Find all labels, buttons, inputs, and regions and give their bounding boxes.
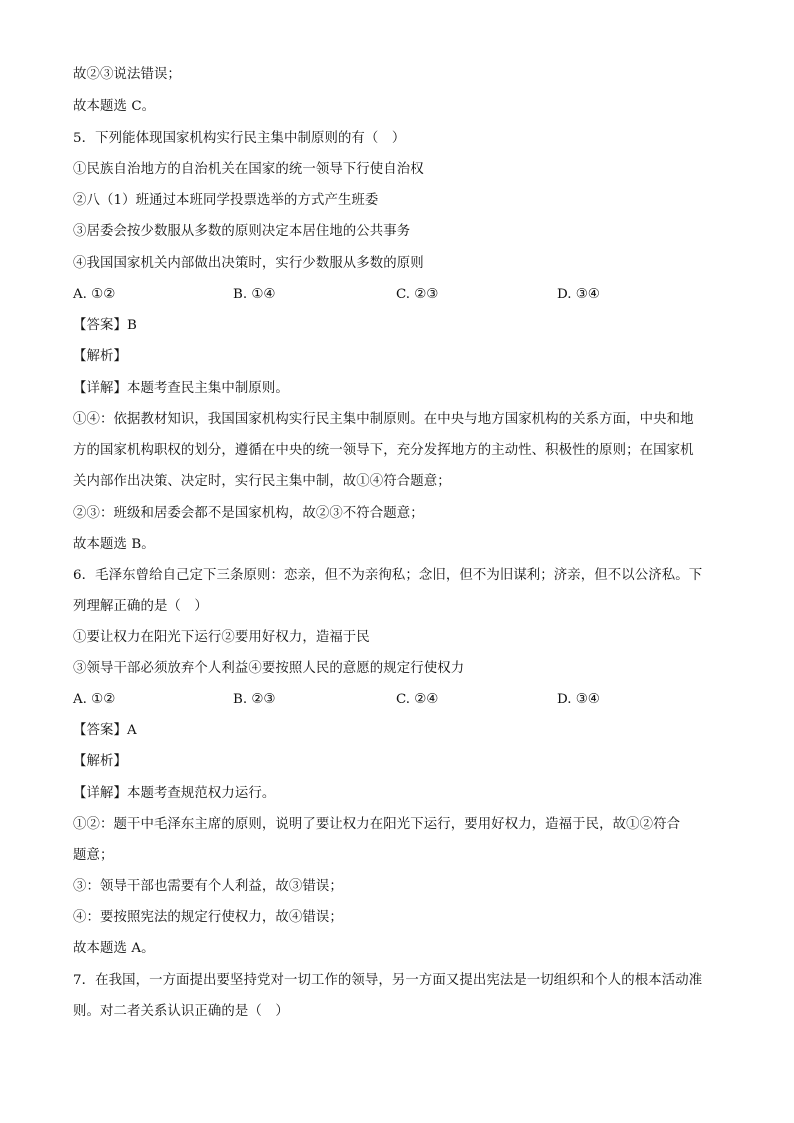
q5-detail-line: 关内部作出决策、决定时，实行民主集中制，故①④符合题意； [73,474,451,489]
q6-conclusion: 故本题选 A。 [73,941,155,956]
q6-option-c: C. ②④ [396,692,439,707]
q6-detail-line: 题意； [73,848,114,863]
question-7-stem: 7．在我国，一方面提出要坚持党对一切工作的领导，另一方面又提出宪法是一切组织和个人的根本活动准 [73,973,703,988]
q6-answer: 【答案】A [73,723,137,738]
q6-option-b: B. ②③ [233,692,276,707]
q5-analysis-heading: 【解析】 [73,349,127,364]
q6-detail-line: ①②：题干中毛泽东主席的原则，说明了要让权力在阳光下运行，要用好权力，造福于民，故①②符合 [73,817,681,832]
q5-answer: 【答案】B [73,318,137,333]
question-7-stem-cont: 则。对二者关系认识正确的是（ ） [73,1004,289,1019]
q6-option-d: D. ③④ [557,692,600,707]
q6-detail-line: ④：要按照宪法的规定行使权力，故④错误； [73,910,343,925]
q6-statements-3-4: ③领导干部必须放弃个人利益④要按照人民的意愿的规定行使权力 [73,661,465,676]
question-5-stem: 5．下列能体现国家机构实行民主集中制原则的有（ ） [73,131,406,146]
question-6-stem: 6．毛泽东曾给自己定下三条原则：恋亲，但不为亲徇私；念旧，但不为旧谋利；济亲，但不以公济私。下 [73,568,703,583]
q5-detail-line: ①④：依据教材知识，我国国家机构实行民主集中制原则。在中央与地方国家机构的关系方面，中央和地 [73,412,694,427]
q5-option-c: C. ②③ [396,287,439,302]
q5-statement-4: ④我国国家机关内部做出决策时，实行少数服从多数的原则 [73,256,424,271]
q5-statement-3: ③居委会按少数服从多数的原则决定本居住地的公共事务 [73,224,411,239]
q6-statements-1-2: ①要让权力在阳光下运行②要用好权力，造福于民 [73,630,370,645]
q5-detail: 【详解】本题考查民主集中制原则。 [73,381,289,396]
q5-conclusion: 故本题选 B。 [73,537,155,552]
q6-detail: 【详解】本题考查规范权力运行。 [73,786,276,801]
question-6-stem-cont: 列理解正确的是（ ） [73,599,208,614]
q5-statement-1: ①民族自治地方的自治机关在国家的统一领导下行使自治权 [73,162,424,177]
q5-option-a: A. ①② [73,287,116,302]
q5-statement-2: ②八（1）班通过本班同学投票选举的方式产生班委 [73,193,379,208]
q6-option-a: A. ①② [73,692,116,707]
q5-option-b: B. ①④ [233,287,276,302]
q5-option-d: D. ③④ [557,287,600,302]
q6-detail-line: ③：领导干部也需要有个人利益，故③错误； [73,879,343,894]
text-line: 故②③说法错误； [73,67,181,82]
q5-detail-line: 方的国家机构职权的划分，遵循在中央的统一领导下，充分发挥地方的主动性、积极性的原则；在国家机 [73,443,694,458]
text-line: 故本题选 C。 [73,99,156,114]
q6-analysis-heading: 【解析】 [73,754,127,769]
q5-detail-line: ②③：班级和居委会都不是国家机构，故②③不符合题意； [73,506,424,521]
